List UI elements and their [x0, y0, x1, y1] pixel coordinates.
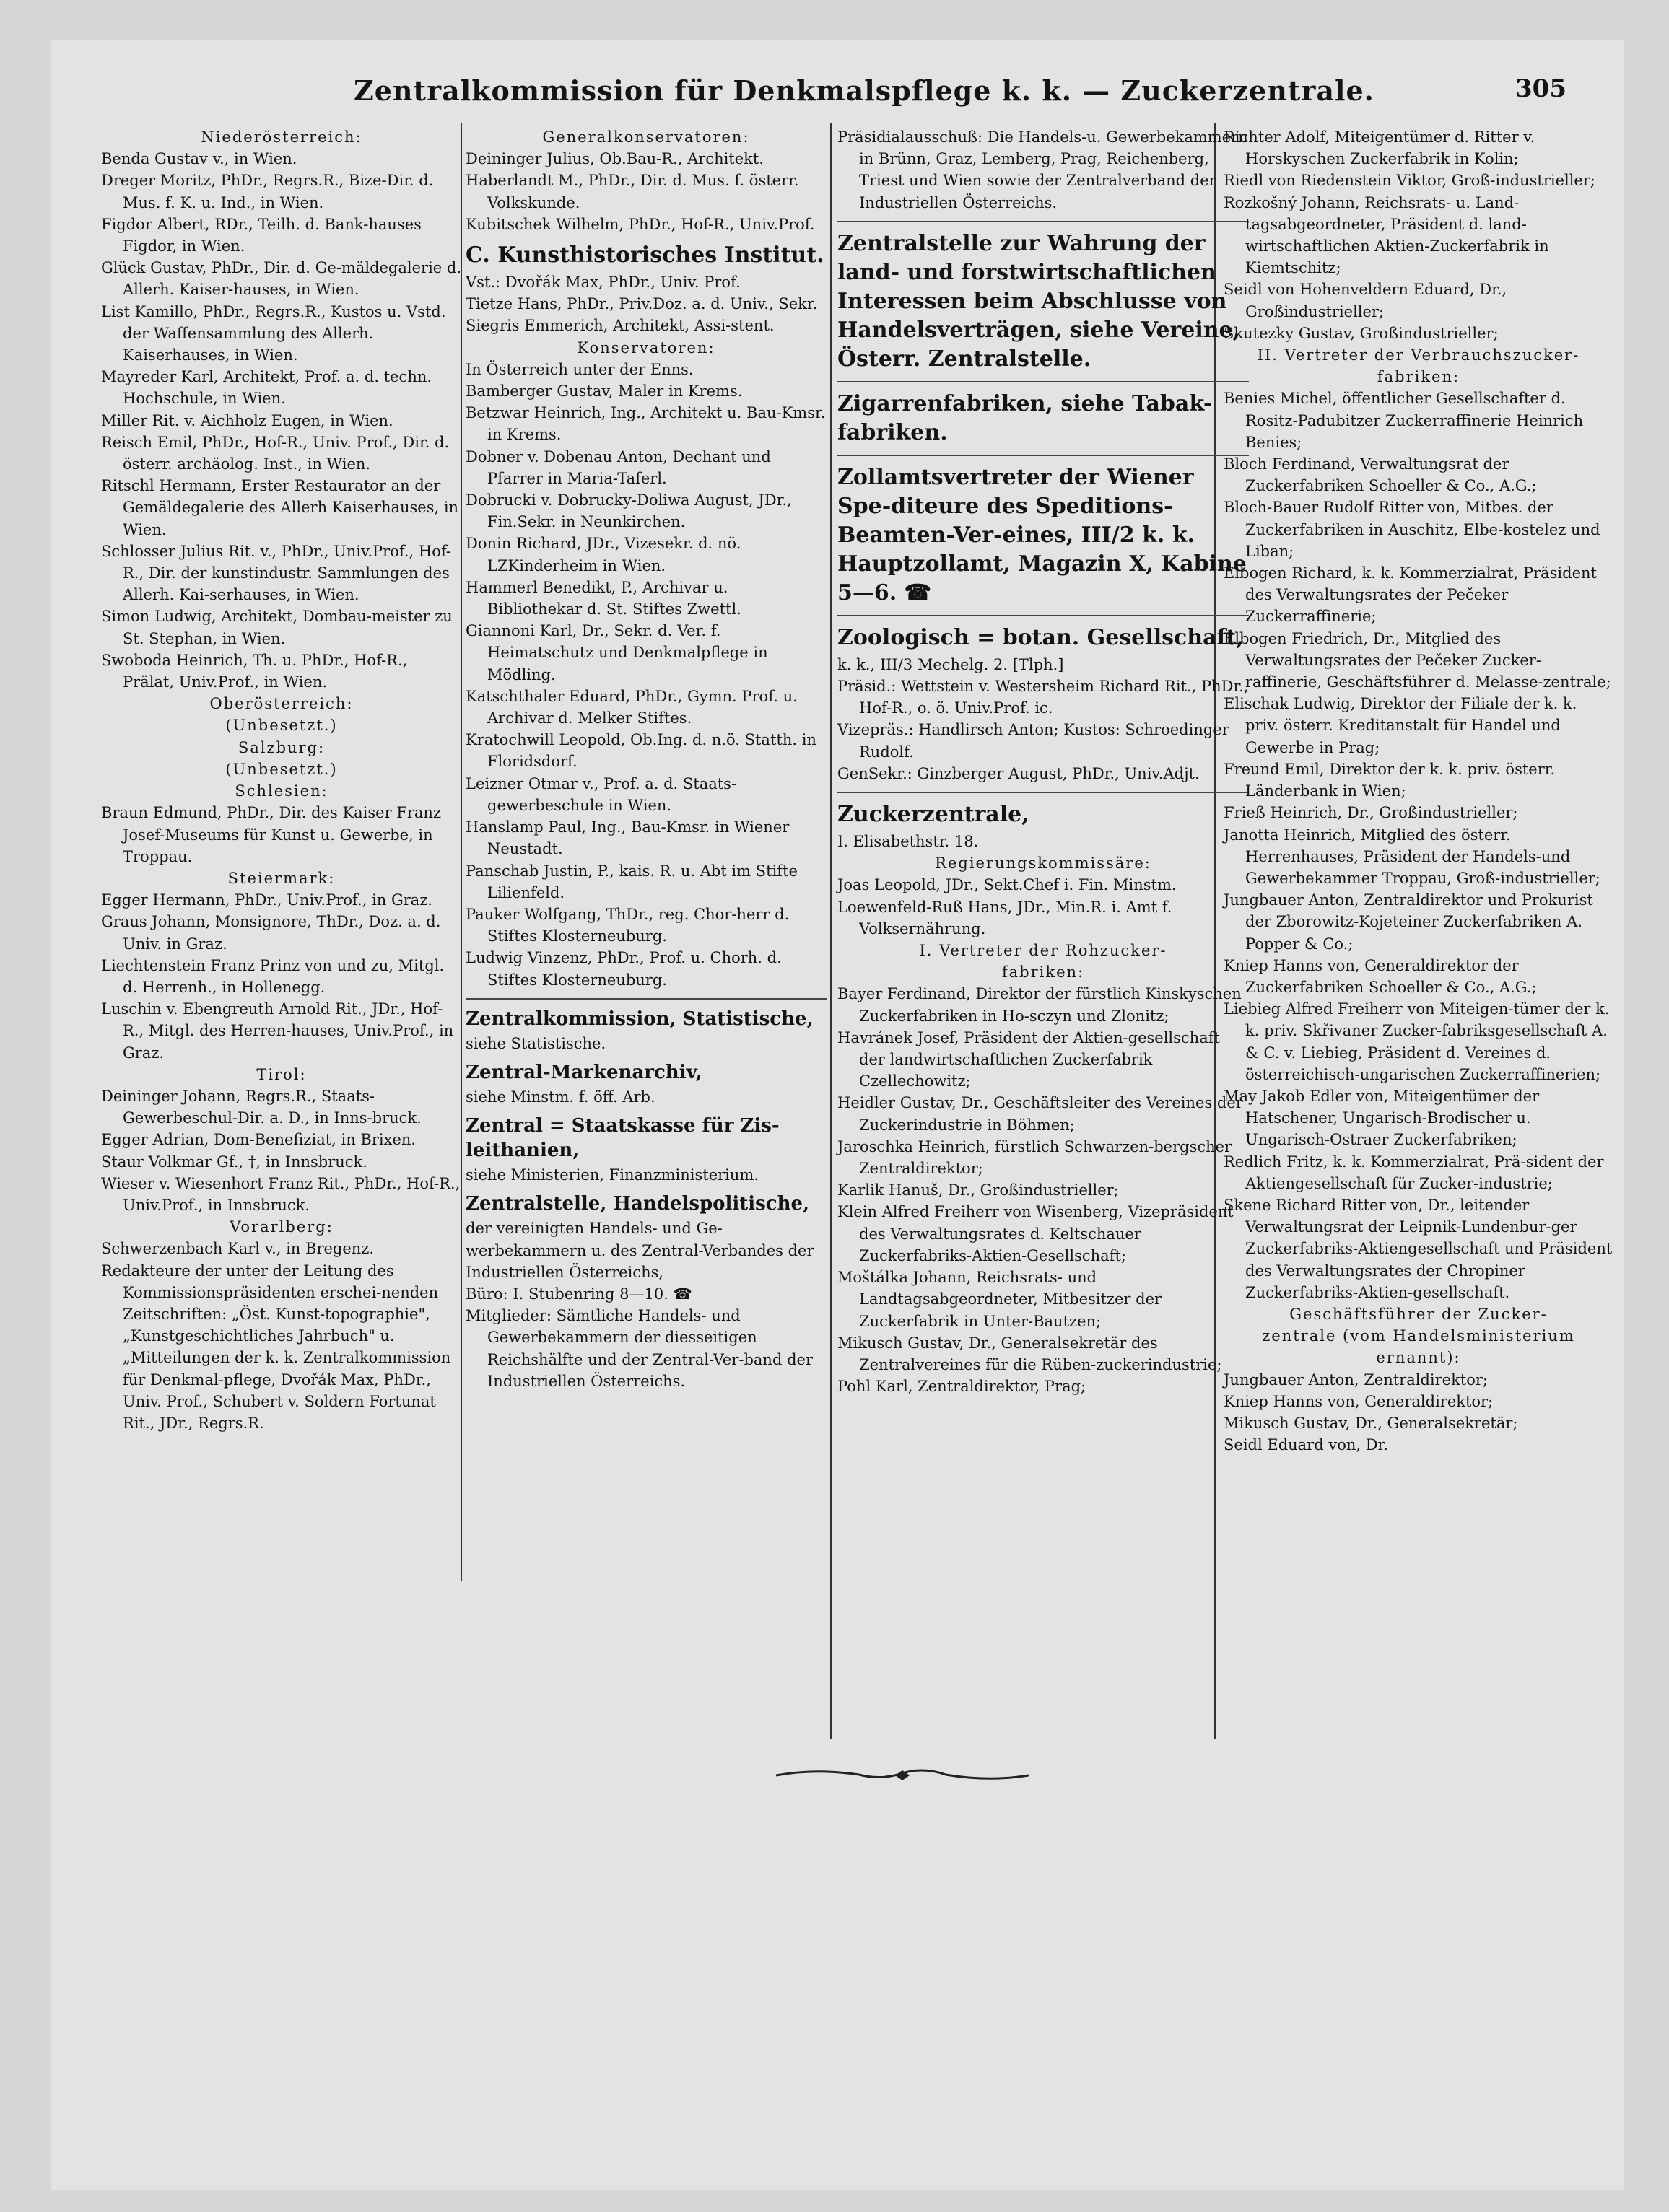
directory-entry: Panschab Justin, P., kais. R. u. Abt im Stifte Lilienfeld.: [466, 862, 798, 901]
directory-entry: Benda Gustav v., in Wien.: [101, 150, 297, 168]
directory-entry: Pauker Wolfgang, ThDr., reg. Chor-herr d. Stiftes Klosterneuburg.: [466, 905, 790, 945]
entry-heading: C. Kunsthistorisches Institut.: [466, 242, 824, 268]
directory-entry: Simon Ludwig, Architekt, Dombau-meister zu St. Stephan, in Wien.: [101, 608, 453, 647]
section-divider: [837, 455, 1249, 456]
directory-entry: Mitglieder: Sämtliche Handels- und Gewerbekammern der diesseitigen Reichshälfte und der Zentral-Ver-band der Industriellen Österreichs.: [466, 1307, 813, 1390]
directory-entry: Betzwar Heinrich, Ing., Architekt u. Bau-Kmsr. in Krems.: [466, 404, 826, 444]
directory-entry: Liechtenstein Franz Prinz von und zu, Mitgl. d. Herrenh., in Hollenegg.: [101, 956, 445, 996]
directory-entry: GenSekr.: Ginzberger August, PhDr., Univ.Adjt.: [837, 764, 1200, 782]
directory-entry: Präsidialausschuß: Die Handels-u. Gewerbekammern in Brünn, Graz, Lemberg, Prag, Reichenberg, Triest und Wien sowie der Zentralverband der Industriellen Österreichs.: [837, 128, 1248, 211]
subsection-heading: Generalkonservatoren:: [542, 128, 750, 146]
subsection-heading: Salzburg: (Unbesetzt.): [225, 738, 338, 778]
directory-entry: Deininger Johann, Regrs.R., Staats-Gewerbeschul-Dir. a. D., in Inns-bruck.: [101, 1087, 422, 1127]
subsection-heading: Regierungskommissäre:: [935, 854, 1151, 873]
subsection-heading: Steiermark:: [227, 869, 336, 887]
directory-entry: In Österreich unter der Enns.: [466, 360, 694, 378]
subsection-heading: I. Vertreter der Rohzucker- fabriken:: [919, 942, 1167, 982]
directory-entry: Präsid.: Wettstein v. Westersheim Richard Rit., PhDr., Hof-R., o. ö. Univ.Prof. ic.: [837, 678, 1249, 717]
paragraph: siehe Statistische.: [466, 1034, 606, 1052]
directory-entry: Schlosser Julius Rit. v., PhDr., Univ.Prof., Hof-R., Dir. der kunstindustr. Sammlungen des Allerh. Kai-serhauses, in Wien.: [101, 542, 451, 604]
directory-entry: Braun Edmund, PhDr., Dir. des Kaiser Franz Josef-Museums für Kunst u. Gewerbe, in Troppau.: [101, 804, 442, 865]
entry-heading: Zuckerzentrale,: [837, 802, 1029, 828]
directory-entry: Graus Johann, Monsignore, ThDr., Doz. a. d. Univ. in Graz.: [101, 913, 441, 953]
directory-entry: Karlik Hanuš, Dr., Großindustrieller;: [837, 1181, 1119, 1199]
section-divider: [837, 221, 1249, 222]
directory-entry: Wieser v. Wiesenhort Franz Rit., PhDr., Hof-R., Univ.Prof., in Innsbruck.: [101, 1174, 461, 1214]
directory-entry: Figdor Albert, RDr., Teilh. d. Bank-hauses Figdor, in Wien.: [101, 215, 422, 255]
directory-entry: Siegris Emmerich, Architekt, Assi-stent.: [466, 317, 775, 335]
directory-entry: Vst.: Dvořák Max, PhDr., Univ. Prof.: [466, 274, 741, 292]
directory-entry: Seidl Eduard von, Dr.: [1224, 1436, 1388, 1454]
directory-entry: Donin Richard, JDr., Vizesekr. d. nö. LZKinderheim in Wien.: [466, 535, 741, 574]
directory-entry: Benies Michel, öffentlicher Gesellschafter d. Rositz-Padubitzer Zuckerraffinerie Heinrich Benies;: [1224, 390, 1584, 451]
directory-entry: Glück Gustav, PhDr., Dir. d. Ge-mäldegalerie d. Allerh. Kaiser-hauses, in Wien.: [101, 259, 462, 299]
page-header: [51, 69, 1624, 119]
paragraph: k. k., III/3 Mechelg. 2. [Tlph.]: [837, 655, 1064, 673]
directory-entry: Seidl von Hohenveldern Eduard, Dr., Großindustrieller;: [1224, 281, 1507, 320]
directory-entry: Skene Richard Ritter von, Dr., leitender Verwaltungsrat der Leipnik-Lundenbur-ger Zuckerfabriks-Aktiengesellschaft und Präsident des Verwaltungsrates der Chropiner Zuckerfabriks-Aktien-gesellschaft.: [1224, 1196, 1613, 1301]
entry-heading: Zoologisch = botan. Gesellschaft,: [837, 624, 1244, 650]
directory-entry: Klein Alfred Freiherr von Wisenberg, Vizepräsident des Verwaltungsrates d. Keltschauer Zuckerfabriks-Aktien-Gesellschaft;: [837, 1203, 1234, 1264]
running-head: Zentralkommission für Denkmalspflege k. k. — Zuckerzentrale.: [354, 74, 1374, 107]
document-page: [51, 40, 1624, 2190]
subsection-heading: Schlesien:: [235, 782, 328, 800]
entry-heading: Zentral = Staatskasse für Zis- leithanien,: [466, 1115, 780, 1162]
directory-entry: Deininger Julius, Ob.Bau-R., Architekt.: [466, 150, 764, 168]
directory-entry: Mikusch Gustav, Dr., Generalsekretär;: [1224, 1414, 1518, 1432]
directory-entry: Schwerzenbach Karl v., in Bregenz.: [101, 1240, 375, 1258]
directory-entry: Egger Hermann, PhDr., Univ.Prof., in Graz.: [101, 891, 433, 909]
column-rule: [830, 123, 832, 1739]
subsection-heading: Geschäftsführer der Zucker- zentrale (vom Handelsministerium ernannt):: [1262, 1305, 1575, 1367]
directory-entry: Loewenfeld-Ruß Hans, JDr., Min.R. i. Amt f. Volksernährung.: [837, 898, 1172, 937]
directory-entry: Pohl Karl, Zentraldirektor, Prag;: [837, 1378, 1086, 1396]
directory-entry: Haberlandt M., PhDr., Dir. d. Mus. f. österr. Volkskunde.: [466, 172, 799, 211]
page-number: 305: [1515, 74, 1566, 103]
directory-entry: Janotta Heinrich, Mitglied des österr. Herrenhauses, Präsident der Handels-und Gewerbekammer Troppau, Groß-industrieller;: [1224, 826, 1600, 887]
directory-entry: Katschthaler Eduard, PhDr., Gymn. Prof. u. Archivar d. Melker Stiftes.: [466, 687, 798, 727]
directory-entry: Redlich Fritz, k. k. Kommerzialrat, Prä-sident der Aktiengesellschaft für Zucker-industrie;: [1224, 1153, 1604, 1192]
subsection-heading: II. Vertreter der Verbrauchszucker- fabriken:: [1257, 346, 1580, 386]
entry-heading: Zentralstelle, Handelspolitische,: [466, 1193, 810, 1215]
entry-heading: Zentral-Markenarchiv,: [466, 1061, 702, 1083]
directory-entry: Vizepräs.: Handlirsch Anton; Kustos: Schroedinger Rudolf.: [837, 721, 1229, 761]
directory-entry: Mikusch Gustav, Dr., Generalsekretär des Zentralvereines für die Rüben-zuckerindustrie;: [837, 1334, 1222, 1373]
paragraph: siehe Ministerien, Finanzministerium.: [466, 1166, 759, 1184]
directory-entry: Kniep Hanns von, Generaldirektor;: [1224, 1392, 1494, 1410]
entry-heading: Zigarrenfabriken, siehe Tabak-fabriken.: [837, 390, 1213, 445]
directory-entry: Redakteure der unter der Leitung des Kommissionspräsidenten erschei-nenden Zeitschriften: „Öst. Kunst-topographie", „Kunstgeschichtliches Jahrbuch" u. „Mitteilungen der k. k. Zentralkommission für Denkmal-pflege, Dvořák Max, PhDr., Univ. Prof., Schubert v. Soldern Fortunat Rit., JDr., Regrs.R.: [101, 1262, 451, 1432]
closing-ornament: [772, 1765, 1032, 1786]
directory-entry: Riedl von Riedenstein Viktor, Groß-industrieller;: [1224, 172, 1595, 190]
directory-entry: Dobrucki v. Dobrucky-Doliwa August, JDr., Fin.Sekr. in Neunkirchen.: [466, 491, 792, 531]
directory-entry: Swoboda Heinrich, Th. u. PhDr., Hof-R., Prälat, Univ.Prof., in Wien.: [101, 651, 408, 691]
subsection-heading: Oberösterreich: (Unbesetzt.): [209, 695, 354, 735]
directory-entry: Dobner v. Dobenau Anton, Dechant und Pfarrer in Maria-Taferl.: [466, 447, 771, 487]
directory-entry: Luschin v. Ebengreuth Arnold Rit., JDr., Hof-R., Mitgl. des Herren-hauses, Univ.Prof., in Graz.: [101, 1000, 454, 1062]
directory-entry: Staur Volkmar Gf., †, in Innsbruck.: [101, 1153, 367, 1171]
directory-entry: Kniep Hanns von, Generaldirektor der Zuckerfabriken Schoeller & Co., A.G.;: [1224, 956, 1537, 996]
directory-entry: Joas Leopold, JDr., Sekt.Chef i. Fin. Minstm.: [837, 876, 1177, 894]
directory-entry: Hanslamp Paul, Ing., Bau-Kmsr. in Wiener Neustadt.: [466, 818, 790, 858]
directory-entry: Ludwig Vinzenz, PhDr., Prof. u. Chorh. d. Stiftes Klosterneuburg.: [466, 949, 782, 989]
directory-entry: Bloch-Bauer Rudolf Ritter von, Mitbes. der Zuckerfabriken in Auschitz, Elbe-kostelez und Liban;: [1224, 499, 1600, 560]
entry-heading: Zentralkommission, Statistische,: [466, 1007, 814, 1030]
entry-heading: Zollamtsvertreter der Wiener Spe-diteure des Speditions-Beamten-Ver-eines, III/2 k. k. Hauptzollamt, Magazin X, Kabine 5—6. ☎: [837, 464, 1247, 606]
section-divider: [466, 998, 827, 1000]
directory-entry: Jaroschka Heinrich, fürstlich Schwarzen-bergscher Zentraldirektor;: [837, 1137, 1232, 1178]
directory-entry: May Jakob Edler von, Miteigentümer der Hatschener, Ungarisch-Brodischer u. Ungarisch-Ostraer Zuckerfabriken;: [1224, 1087, 1540, 1149]
directory-entry: Elischak Ludwig, Direktor der Filiale der k. k. priv. österr. Kreditanstalt für Handel und Gewerbe in Prag;: [1224, 695, 1577, 756]
directory-entry: Elbogen Friedrich, Dr., Mitglied des Verwaltungsrates der Pečeker Zucker-raffinerie, Geschäftsführer d. Melasse-zentrale;: [1224, 629, 1611, 691]
directory-entry: Kratochwill Leopold, Ob.Ing. d. n.ö. Statth. in Floridsdorf.: [466, 731, 816, 771]
directory-entry: Moštálka Johann, Reichsrats- und Landtagsabgeordneter, Mitbesitzer der Zuckerfabrik in Unter-Bautzen;: [837, 1269, 1162, 1330]
directory-entry: Richter Adolf, Miteigentümer d. Ritter v. Horskyschen Zuckerfabrik in Kolin;: [1224, 128, 1535, 168]
paragraph: siehe Minstm. f. öff. Arb.: [466, 1088, 655, 1106]
subsection-heading: Konservatoren:: [577, 338, 715, 357]
paragraph: der vereinigten Handels- und Ge-werbekammern u. des Zentral-Verbandes der Industriellen Österreichs,: [466, 1220, 814, 1281]
directory-entry: Jungbauer Anton, Zentraldirektor und Prokurist der Zborowitz-Kojeteiner Zuckerfabriken A. Popper & Co.;: [1224, 891, 1593, 953]
directory-entry: Ritschl Hermann, Erster Restaurator an der Gemäldegalerie des Allerh Kaiserhauses, in Wien.: [101, 477, 459, 538]
section-divider: [837, 615, 1249, 616]
directory-entry: Elbogen Richard, k. k. Kommerzialrat, Präsident des Verwaltungsrates der Pečeker Zuckerraffinerie;: [1224, 564, 1597, 626]
directory-entry: Frieß Heinrich, Dr., Großindustrieller;: [1224, 804, 1518, 822]
directory-entry: Giannoni Karl, Dr., Sekr. d. Ver. f. Heimatschutz und Denkmalpflege in Mödling.: [466, 622, 768, 683]
paragraph: I. Elisabethstr. 18.: [837, 833, 979, 851]
subsection-heading: Tirol:: [256, 1065, 307, 1083]
directory-entry: Hammerl Benedikt, P., Archivar u. Bibliothekar d. St. Stiftes Zwettl.: [466, 578, 741, 618]
directory-entry: Kubitschek Wilhelm, PhDr., Hof-R., Univ.Prof.: [466, 215, 815, 233]
directory-entry: Leizner Otmar v., Prof. a. d. Staats-gewerbeschule in Wien.: [466, 774, 737, 814]
directory-entry: Bamberger Gustav, Maler in Krems.: [466, 382, 743, 401]
directory-entry: Dreger Moritz, PhDr., Regrs.R., Bize-Dir. d. Mus. f. K. u. Ind., in Wien.: [101, 172, 434, 211]
directory-entry: Büro: I. Stubenring 8—10. ☎: [466, 1285, 692, 1303]
directory-entry: Bloch Ferdinand, Verwaltungsrat der Zuckerfabriken Schoeller & Co., A.G.;: [1224, 455, 1537, 495]
directory-entry: Tietze Hans, PhDr., Priv.Doz. a. d. Univ., Sekr.: [466, 295, 818, 313]
directory-entry: Freund Emil, Direktor der k. k. priv. österr. Länderbank in Wien;: [1224, 760, 1556, 800]
directory-entry: Havránek Josef, Präsident der Aktien-gesellschaft der landwirtschaftlichen Zuckerfabrik Czellechowitz;: [837, 1028, 1220, 1090]
directory-entry: Skutezky Gustav, Großindustrieller;: [1224, 324, 1499, 342]
section-divider: [837, 792, 1249, 793]
directory-entry: Egger Adrian, Dom-Benefiziat, in Brixen.: [101, 1131, 417, 1149]
column-2: [466, 126, 827, 1392]
column-4: [1224, 126, 1613, 1456]
column-1: [101, 126, 462, 1434]
directory-entry: Reisch Emil, PhDr., Hof-R., Univ. Prof., Dir. d. österr. archäolog. Inst., in Wien.: [101, 433, 450, 473]
directory-entry: Bayer Ferdinand, Direktor der fürstlich Kinskyschen Zuckerfabriken in Ho-sczyn und Zlonitz;: [837, 985, 1242, 1025]
directory-entry: List Kamillo, PhDr., Regrs.R., Kustos u. Vstd. der Waffensammlung des Allerh. Kaiserhauses, in Wien.: [101, 302, 446, 364]
column-3: [837, 126, 1249, 1397]
subsection-heading: Vorarlberg:: [230, 1218, 334, 1236]
subsection-heading: Niederösterreich:: [201, 128, 362, 146]
directory-entry: Mayreder Karl, Architekt, Prof. a. d. techn. Hochschule, in Wien.: [101, 368, 432, 408]
directory-entry: Liebieg Alfred Freiherr von Miteigen-tümer der k. k. priv. Skřivaner Zucker-fabriksgesellschaft A. & C. v. Liebieg, Präsident d. Vereines d. österreichisch-ungarischen Zuckerraffinerien;: [1224, 1000, 1610, 1083]
section-divider: [837, 381, 1249, 382]
directory-entry: Miller Rit. v. Aichholz Eugen, in Wien.: [101, 411, 393, 429]
directory-entry: Jungbauer Anton, Zentraldirektor;: [1224, 1371, 1488, 1389]
directory-entry: Heidler Gustav, Dr., Geschäftsleiter des Vereines der Zuckerindustrie in Böhmen;: [837, 1094, 1243, 1134]
entry-heading: Zentralstelle zur Wahrung der land- und forstwirtschaftlichen Interessen beim Abschlusse von Handelsverträgen, siehe Vereine, Österr. Zentralstelle.: [837, 230, 1241, 372]
directory-entry: Rozkošný Johann, Reichsrats- u. Land-tagsabgeordneter, Präsident d. land-wirtschaftlichen Aktien-Zuckerfabrik in Kiemtschitz;: [1224, 193, 1549, 277]
